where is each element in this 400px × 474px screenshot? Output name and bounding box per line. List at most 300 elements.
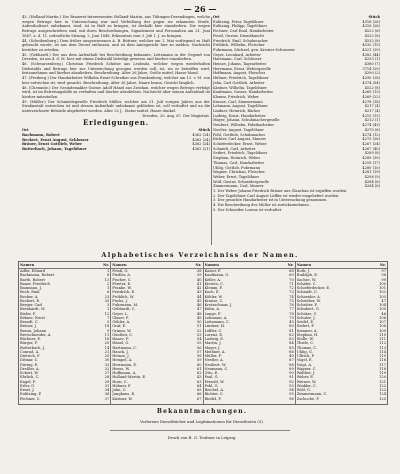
index-name: Eckert, W. bbox=[20, 371, 39, 375]
index-num: 5 bbox=[106, 320, 110, 324]
index-name: Löffler, C. bbox=[204, 328, 223, 333]
index-num: 32 bbox=[104, 366, 110, 371]
index-name: Günther, C. bbox=[112, 332, 134, 337]
index-num: 46 bbox=[196, 303, 202, 307]
entry-name: Richter, Carl August, Maurer bbox=[213, 137, 267, 142]
entry-ref: 4522 (8) bbox=[364, 85, 380, 90]
index-num: 11 bbox=[104, 332, 110, 337]
index-num: 43 bbox=[196, 375, 202, 380]
erledigung-name: Bräuer, Ernst Gottlieb, Weber bbox=[22, 142, 83, 147]
index-num: 29 bbox=[104, 379, 110, 384]
entry-name: Fröhlich, Wilhelm, Fleischer bbox=[213, 43, 265, 48]
index-num: 59 bbox=[196, 358, 202, 363]
index-name: Bachmann, Robert bbox=[20, 273, 55, 278]
notice-paragraph: 47. (Freiberg.) Der Handarbeiter Wilhelm Ernst Schreiber aus Frankenberg, welcher am 13. v. M. von hier entwichen ist, wird gesucht. Beschreibung: Alter 36 Jahre, Haare braun, Gesicht länglich. bbox=[22, 76, 210, 85]
index-num: 113 bbox=[379, 345, 386, 350]
index-name: Beck, Emil bbox=[20, 290, 40, 295]
footnote-line: 5. Der Schneider Lorenz ist verhaftet. bbox=[213, 207, 283, 212]
entry-name: Fuhrmann, Michael, gen. Kreuter-Schwarzer bbox=[213, 47, 296, 52]
index-name: Meißner, A. bbox=[204, 349, 226, 354]
index-num: 71 bbox=[289, 281, 294, 286]
index-name: Böhme, Ernst bbox=[20, 315, 45, 320]
index-num: 73 bbox=[289, 290, 294, 295]
index-name: Neumann, C. bbox=[204, 366, 229, 371]
index-num: 82 bbox=[289, 332, 294, 337]
index-name: Haase, F. bbox=[112, 337, 129, 341]
notice-paragraph: 49. (Müller.) Der Schmiedegeselle Friedrich Müller, welcher am 21. Juli vorigen Jahres aus der Strafanstalt entwichen ist und dessen Aufenthalt unbekannt geblieben ist, soll verhaftet und an die unterzeichnete Behörde abgeliefert werden. Alter 32 J., Statur mittel, Haare dunkel. bbox=[22, 99, 210, 114]
index-name: Barth, Robert bbox=[20, 277, 46, 282]
entries-column bbox=[213, 15, 380, 248]
index-name: Schmidt, C. bbox=[296, 290, 318, 295]
index-name: Schulze, J. bbox=[296, 315, 316, 320]
index-num: 27 bbox=[104, 371, 110, 375]
index-header-name: Namen bbox=[296, 263, 312, 267]
entry-name: Klemm, Friedrich, Weber bbox=[213, 94, 260, 99]
index-name: Schröter, F. bbox=[296, 303, 318, 307]
entry-name: Feistl, Gustav, Dienstknecht bbox=[213, 33, 264, 38]
index-num: 34 bbox=[104, 388, 110, 392]
index-name: Bernhardt, W. bbox=[20, 307, 46, 312]
index-num: 47 bbox=[196, 307, 202, 312]
index-name: Kretzschmar, J. bbox=[204, 303, 232, 307]
index-name: Berger, Carl bbox=[20, 303, 43, 307]
index-num: 100 bbox=[379, 281, 386, 286]
entry-ref: 4522 (8) bbox=[364, 33, 380, 38]
index-name: Mayer, J. bbox=[204, 345, 221, 350]
index-num: 35 bbox=[104, 298, 110, 303]
index-num: 87 bbox=[289, 358, 294, 363]
erledigung-ref: 4362 (24) bbox=[192, 132, 210, 137]
index-num: 86 bbox=[289, 349, 294, 354]
index-name: Eulitzing, P. bbox=[20, 392, 42, 397]
entry-ref: 4374 (54) bbox=[362, 80, 380, 85]
erledigungen-header-left: Ort bbox=[22, 128, 29, 133]
index-num: 28 bbox=[104, 375, 110, 380]
entry-name: Herrmann, Ernst, Webergeselle bbox=[213, 66, 271, 71]
index-num: 1 bbox=[106, 286, 110, 290]
index-name: Kaufmann, G. bbox=[204, 273, 230, 278]
index-name: Zschoche, F. bbox=[296, 396, 320, 401]
notice-paragraph: 43. (Holland-Martin.) Die Brauerei-Interessenten Holland-Martin, aus Tübingen-Derendingen, welche wegen Betrugs hier in Untersuchung war und Verbüßung der gegen sie erkannten Strafe, Aufenthaltsort unbekannt, sind, ist in Haft zu bringen, ist deshalb hier einzuliefern. Die wegen Betrugs ausgeschrieben sind, mit ihren Beschreibungen, Signalement und Personalien am 21. Juni 1867, a. d. 11. ordentliche Sitzung, 2. Juni 1848, Erkenntnis vom 3. Juli 1. J. zu bringen. bbox=[22, 15, 210, 38]
index-num: 97 bbox=[381, 269, 386, 273]
entry-ref: 4269 (22) bbox=[362, 94, 380, 99]
index-num: 30 bbox=[104, 358, 110, 363]
index-num: 109 bbox=[379, 328, 386, 333]
index-name: Seidel, E. bbox=[296, 320, 315, 324]
entry-name: Lehmann, August, Tagelöhner bbox=[213, 104, 268, 109]
index-num: 39 bbox=[196, 273, 202, 278]
index-num: 67 bbox=[196, 396, 202, 401]
index-name: Glaser, F. bbox=[112, 315, 130, 320]
index-num: 66 bbox=[196, 392, 202, 397]
index-name: Feistl, G. bbox=[112, 269, 129, 273]
index-num: 65 bbox=[196, 388, 202, 392]
entry-ref: 4269 (13) bbox=[362, 90, 380, 95]
index-name: Gebhardt, C. bbox=[112, 307, 136, 312]
index-header-name: Namen bbox=[20, 263, 35, 267]
index-name: Hübner, F. bbox=[112, 383, 132, 388]
erledigung-row bbox=[22, 147, 210, 152]
footnote-line: 3. Der gesuchte Handarbeiter ist in Untersuchung genommen. bbox=[213, 198, 328, 203]
index-num: 107 bbox=[379, 320, 386, 324]
index-num: 117 bbox=[379, 362, 386, 367]
index-name: Friedrich, E. bbox=[112, 290, 136, 295]
index-num: 91 bbox=[289, 375, 294, 380]
entry-name: Heinze, Johann, Tagearbeiter bbox=[213, 62, 267, 67]
index-num: 125 bbox=[379, 396, 386, 401]
index-num: 1 bbox=[106, 307, 110, 312]
entry-ref: 4218 (17) bbox=[362, 160, 380, 165]
index-name: Richter, C. bbox=[204, 392, 224, 397]
index-column bbox=[295, 262, 387, 404]
index-name: Wolf, G. bbox=[296, 388, 311, 392]
index-num: 46 bbox=[381, 311, 386, 316]
index-name: Thiele, C. bbox=[296, 341, 315, 346]
index-num: 114 bbox=[379, 349, 386, 354]
index-name: Engel, F. bbox=[20, 379, 36, 384]
index-name: Klemm, F. bbox=[204, 286, 223, 290]
index-name: Voigt, A. bbox=[296, 362, 313, 367]
entry-name: Krause, Carl, Zimmermann bbox=[213, 99, 263, 104]
index-name: Müller, F. bbox=[204, 354, 222, 358]
index-num: 111 bbox=[379, 337, 386, 341]
index-num: 13 bbox=[104, 277, 110, 282]
index-num: 8 bbox=[106, 273, 110, 278]
index-num: 119 bbox=[379, 371, 386, 375]
column-divider bbox=[211, 17, 212, 245]
erledigung-ref: 4362 (24) bbox=[192, 137, 210, 142]
index-name: Roth, J. bbox=[296, 269, 310, 273]
entry-name: Weber, Ernst, Tagelöhner bbox=[213, 174, 260, 179]
footnote-line: 1. Der Weber Johann Friedrich Bräuer aus Glauchau ist ergriffen worden. bbox=[213, 189, 348, 194]
index-num: 31 bbox=[104, 383, 110, 388]
index-num: 18 bbox=[104, 324, 110, 329]
index-name: Brandt, C. bbox=[20, 320, 39, 324]
entry-name: Kaufmann, Gustav, Handarbeiter bbox=[213, 90, 274, 95]
index-column bbox=[110, 262, 202, 404]
index-name: Neubert, W. bbox=[204, 362, 227, 367]
index-num: 79 bbox=[289, 315, 294, 320]
entries-header-right: Stück bbox=[368, 15, 380, 19]
index-num: 98 bbox=[381, 273, 386, 278]
index-name: Hauck, J. bbox=[112, 349, 129, 354]
index-num: 33 bbox=[104, 362, 110, 367]
index-name: Koch, E. bbox=[204, 290, 220, 295]
index-num: 78 bbox=[289, 311, 294, 316]
index-name: Schneider, A. bbox=[296, 294, 321, 299]
index-name: Sachse, W. bbox=[296, 277, 317, 282]
index-name: Bieler, F. bbox=[20, 311, 36, 316]
index-name: Bürger, F. bbox=[20, 341, 38, 346]
index-row bbox=[296, 397, 387, 401]
index-num: 102 bbox=[379, 290, 386, 295]
index-row bbox=[204, 397, 295, 401]
index-name: Förster, E. bbox=[112, 281, 132, 286]
footnote-line: 4. Die Beschreibung des Müller ist zurückzunehmen. bbox=[213, 203, 310, 208]
index-name: Kaiser, F. bbox=[204, 269, 222, 273]
index-num: 105 bbox=[379, 307, 386, 312]
index-name: Hartmann, C. bbox=[112, 345, 137, 350]
index-name: Grimm, W. bbox=[112, 328, 132, 333]
index-name: Hänel, G. bbox=[112, 341, 130, 346]
index-num: 60 bbox=[196, 362, 202, 367]
index-num: 48 bbox=[196, 311, 202, 316]
index-name: Petzold, W. bbox=[204, 379, 225, 384]
index-num: 68 bbox=[289, 269, 294, 273]
index-num: 3 bbox=[106, 303, 110, 307]
index-num: 25 bbox=[104, 354, 110, 358]
index-num: 49 bbox=[289, 354, 294, 358]
index-row bbox=[19, 397, 110, 401]
index-name: Reichel, A. bbox=[204, 388, 225, 392]
index-num: 95 bbox=[289, 392, 294, 397]
entry-ref: 4215 (15) bbox=[362, 113, 380, 118]
index-num: 21 bbox=[104, 349, 110, 354]
name-index-table bbox=[18, 261, 388, 405]
index-num: 124 bbox=[379, 392, 386, 397]
index-name: Bauer, Friedrich bbox=[20, 281, 50, 286]
index-num: 110 bbox=[379, 332, 386, 337]
index-column-header bbox=[19, 262, 110, 269]
index-num: 92 bbox=[289, 379, 294, 384]
index-name: Ernst, J. bbox=[20, 388, 35, 392]
notice-paragraph: 46. (Schwarzenberg.) Christian Friedrich Schütze aus Leubnitz, welcher wegen wiederholten Diebstahls und Betrugs hier zur Untersuchung gezogen werden soll, ist, wo er betroffen wird, festzunehmen und hierher abzuliefern. Beschreibung: Alter 26 Jahre, Größe mittel, Haare blond. bbox=[22, 62, 210, 76]
index-name: Heinze, J. bbox=[112, 354, 130, 358]
entry-ref: 4284 (6) bbox=[364, 179, 380, 184]
entry-ref: 4278 (18) bbox=[362, 99, 380, 104]
index-num: 72 bbox=[289, 286, 294, 290]
index-name: Stolle, W. bbox=[296, 337, 314, 341]
index-num: 55 bbox=[196, 341, 202, 346]
entry-ref: 4289 (30) bbox=[362, 156, 380, 161]
entry-name: Jahn, Carl Gottlieb, Arbeiter bbox=[213, 80, 265, 85]
entry-name: Nestler, August, Tagelöhner bbox=[213, 127, 265, 132]
erledigungen-list bbox=[22, 133, 210, 152]
index-num: 80 bbox=[289, 324, 294, 329]
index-name: Sommer, A. bbox=[296, 328, 318, 333]
index-name: Hoffmann, A. bbox=[112, 371, 137, 375]
entry-ref: 4290 (2) bbox=[364, 71, 380, 76]
index-name: Weber, E. bbox=[296, 375, 315, 380]
page-number: — 26 — bbox=[183, 4, 217, 14]
index-name: Ludwig, E. bbox=[204, 337, 225, 341]
entries-list bbox=[213, 20, 380, 189]
index-num: 54 bbox=[196, 337, 202, 341]
entry-ref: 4281 (19) bbox=[362, 170, 380, 175]
index-num: 44 bbox=[196, 294, 202, 299]
index-num: 89 bbox=[289, 366, 294, 371]
index-name: Lange, F. bbox=[204, 311, 222, 316]
index-num: 23 bbox=[104, 294, 110, 299]
index-name: Schreiber, W. bbox=[296, 298, 321, 303]
entry-name: Fechner, Carl Emil, Handarbeiter bbox=[213, 29, 274, 34]
index-num: 96 bbox=[289, 396, 294, 401]
index-name: Stephan, H. bbox=[296, 332, 319, 337]
index-name: Dietrich, F. bbox=[20, 354, 41, 358]
entry-name: Stephan, Heinrich, Weber bbox=[213, 156, 261, 161]
entry-ref: 4289 (8) bbox=[364, 151, 380, 156]
index-name: Lorenz, E. bbox=[204, 332, 224, 337]
index-name: Werner, W. bbox=[296, 379, 317, 384]
index-name: Lehmann, A. bbox=[204, 315, 228, 320]
index-num: 88 bbox=[289, 362, 294, 367]
index-name: Holland-Martin, E. bbox=[112, 375, 147, 380]
index-num: 93 bbox=[289, 383, 294, 388]
index-num: 37 bbox=[104, 396, 110, 401]
entry-name: Eulitzing, Philipp, Tagelöhner bbox=[213, 24, 268, 29]
entry-ref: 4280 (10) bbox=[362, 165, 380, 170]
index-name: Vogel, E. bbox=[296, 358, 313, 363]
entry-ref: 4275 (26) bbox=[362, 137, 380, 142]
entry-name: Mayer, Johann, Schuhmachergeselle bbox=[213, 118, 280, 123]
index-name: Beckert, E. bbox=[20, 298, 41, 303]
index-num: 108 bbox=[379, 324, 386, 329]
entry-ref: 4521 (20) bbox=[362, 47, 380, 52]
index-name: Köhler, W. bbox=[204, 294, 223, 299]
index-num: 62 bbox=[196, 371, 202, 375]
announcements-heading: Bekanntmachungen. bbox=[156, 408, 248, 415]
index-num: 118 bbox=[379, 366, 386, 371]
index-name: Paul, G. bbox=[204, 375, 219, 380]
index-name: Leitzmann, C. bbox=[204, 320, 230, 324]
index-num: 50 bbox=[196, 320, 202, 324]
index-name: Schütze, C. bbox=[296, 311, 318, 316]
index-name: Schieferdecker, E. bbox=[296, 286, 331, 290]
index-num: 112 bbox=[379, 341, 386, 346]
index-num: 58 bbox=[196, 354, 202, 358]
index-num: 2 bbox=[106, 281, 110, 286]
entry-name: Neubert, Wilhelm, Fabrikarbeiter bbox=[213, 123, 275, 128]
erledigungen-header-right: Stück bbox=[198, 128, 210, 133]
entry-ref: 4532 (15) bbox=[362, 43, 380, 48]
index-num: 42 bbox=[196, 286, 202, 290]
entry-ref: 4380 (7) bbox=[364, 62, 380, 67]
index-name: Riedel, F. bbox=[204, 396, 222, 401]
index-name: Hempel, A. bbox=[112, 358, 133, 363]
entry-name: Hartmann, Carl, Schlosser bbox=[213, 57, 262, 62]
index-num: 63 bbox=[196, 379, 202, 384]
index-name: Fiedler, A. bbox=[112, 273, 131, 278]
index-name: Hesse, W. bbox=[112, 366, 130, 371]
index-num: 64 bbox=[196, 383, 202, 388]
index-num: 45 bbox=[196, 298, 202, 303]
index-num: 36 bbox=[104, 392, 110, 397]
index-name: Ditmar, C. bbox=[20, 358, 39, 363]
entry-name: Kästner, Wilhelm, Tagelöhner bbox=[213, 85, 267, 90]
index-num: 94 bbox=[289, 388, 294, 392]
index-name: Wagner, C. bbox=[296, 366, 317, 371]
index-num: 77 bbox=[289, 307, 294, 312]
notice-paragraph: 45. (Gebhardt.) Der aus dem Aufenthalt bei Beschreibung bekannte, Leitzmann in der Gegend von Dresden, ist am 4. d. M. hier mit einem Diebstahl beteiligt gewesen und hierher einzuliefern. bbox=[22, 52, 210, 62]
entry-ref: 4217 (4) bbox=[364, 104, 380, 109]
index-name: Döring, E. bbox=[20, 362, 39, 367]
index-name: Krause, C. bbox=[204, 298, 224, 303]
index-num: 56 bbox=[196, 345, 202, 350]
index-name: Winkler, C. bbox=[296, 383, 317, 388]
entry-ref: 4532 (8) bbox=[364, 38, 380, 43]
index-num: 103 bbox=[379, 294, 386, 299]
index-column bbox=[19, 262, 110, 404]
index-num: 123 bbox=[379, 388, 386, 392]
index-name: Seifert, F. bbox=[296, 324, 315, 329]
entry-name: Thomas, Carl, Handarbeiter bbox=[213, 160, 265, 165]
index-name: Butterbach, J. bbox=[20, 345, 46, 350]
index-name: Fröhlich, W. bbox=[112, 294, 135, 299]
index-name: Geyer, L. bbox=[112, 311, 129, 316]
entry-name: Zimmermann, Carl, Maurer bbox=[213, 184, 264, 189]
index-row bbox=[111, 397, 202, 401]
index-column bbox=[203, 262, 295, 404]
index-num: 53 bbox=[196, 332, 202, 337]
index-name: Kirsten, C. bbox=[204, 281, 224, 286]
index-num: 16 bbox=[104, 337, 110, 341]
index-num: 106 bbox=[379, 315, 386, 320]
index-num: 84 bbox=[289, 341, 294, 346]
index-num: 6 bbox=[106, 290, 110, 295]
index-num: 85 bbox=[289, 345, 294, 350]
index-num: 121 bbox=[379, 379, 386, 384]
index-header-num: Nr. bbox=[287, 263, 294, 267]
entry-name: Schmidt, Carl, Arbeiter bbox=[213, 146, 256, 151]
index-name: Horn, C. bbox=[112, 379, 128, 384]
entry-ref: 4298 (9) bbox=[364, 174, 380, 179]
index-name: Rudolph, E. bbox=[296, 273, 319, 278]
entry-ref: 4212 (1) bbox=[364, 118, 380, 123]
index-header-num: Nr. bbox=[103, 263, 110, 267]
index-name: Martin, J. bbox=[204, 341, 222, 346]
index-header-name: Namen bbox=[204, 263, 219, 267]
erledigung-name: Beckert, Ernst August, Schlosser bbox=[22, 137, 89, 142]
index-column-header bbox=[111, 262, 202, 269]
index-name: Schäfer, C. bbox=[296, 281, 317, 286]
index-name: Becker, A. bbox=[20, 294, 39, 299]
erledigung-ref: 4362 (21) bbox=[192, 146, 210, 151]
index-name: Walther, J. bbox=[296, 371, 316, 375]
entry-ref: 4522 (6) bbox=[364, 29, 380, 34]
index-name: Conrad, A. bbox=[20, 349, 40, 354]
index-num: 41 bbox=[196, 281, 202, 286]
entry-name: Hübner, Friedrich, Tagelöhner bbox=[213, 76, 269, 81]
index-num: 61 bbox=[196, 366, 202, 371]
entry-name: Friedrich, Emil, Schuhmacher bbox=[213, 38, 269, 43]
index-num: 38 bbox=[196, 269, 202, 273]
index-name: Kästner, W. bbox=[112, 396, 133, 401]
entries-header-left: Ort bbox=[213, 15, 220, 19]
index-name: Lindner, H. bbox=[204, 324, 225, 329]
divider-rule bbox=[110, 430, 290, 431]
entry-ref: 4382 (44) bbox=[362, 52, 380, 57]
entry-ref: 4267 (40) bbox=[362, 146, 380, 151]
index-num: 40 bbox=[196, 277, 202, 282]
index-num: 9 bbox=[106, 328, 110, 333]
index-name: Erler, G. bbox=[20, 383, 36, 388]
entry-name: Seifert, Friedrich, Tagelöhner bbox=[213, 151, 268, 156]
index-name: Bretschneider, A. bbox=[20, 332, 52, 337]
entry-name: Wagner, Christian, Fleischer bbox=[213, 170, 265, 175]
index-name: Ehrlich, C. bbox=[20, 375, 40, 380]
index-num: 101 bbox=[379, 286, 386, 290]
announcements-title bbox=[18, 409, 386, 414]
notice-signature: Dresden, 20. Aug. 67. Der Magistrat. bbox=[142, 113, 210, 118]
notice-paragraph: 44. (Scheibenburg.) Dem früher ausgewiesenen A. B. Büttner, welcher am 1. Mai vorliegend zu Haft gebracht wurde, ist aus dem Dienst entlassen, und ist dem Amtsgericht hier zu melden. Nachricht hierüber zu erteilen. bbox=[22, 38, 210, 52]
index-name: Fischer, C. bbox=[112, 277, 132, 282]
entry-ref: 4217 (4) bbox=[364, 109, 380, 114]
index-num: 45 bbox=[289, 320, 294, 324]
index-name: Junghans, E. bbox=[112, 392, 136, 397]
erledigung-ref: 4362 (24) bbox=[192, 142, 210, 147]
entry-name: Eulitzing, Peter, Tagelöhner bbox=[213, 19, 264, 24]
announcements-line: Verlorene Dienstbücher und Legitimationen für Dienstboten (3). bbox=[140, 419, 264, 424]
